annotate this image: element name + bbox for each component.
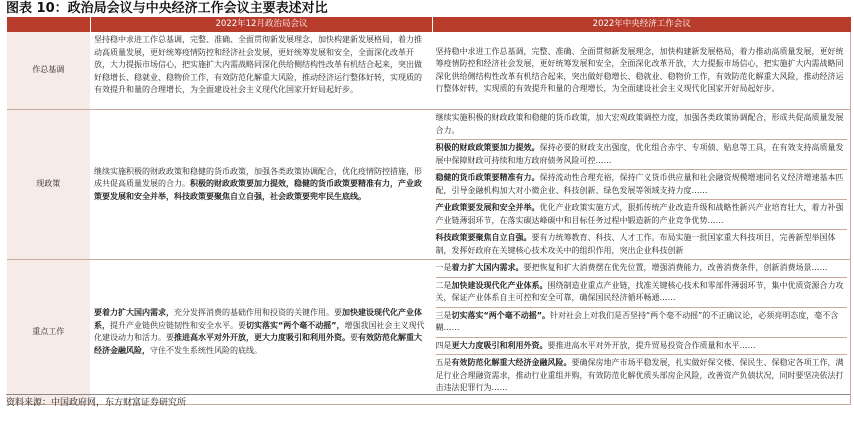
- bottom-divider: [6, 394, 850, 395]
- divider: [436, 199, 848, 200]
- divider: [436, 229, 848, 230]
- cell-text: 保持流动性合理充裕，保持广义货币供应量和社会融资规模增速同名义经济增速基本匹配，引导金融机构加大对小微企业、科技创新、绿色发展等领域支持力度……: [435, 173, 844, 195]
- cell-text: 要推进高水平对外开放，提升贸易投资合作质量和水平……: [547, 340, 756, 350]
- cell-text-bold: 着力扩大国内需求。: [451, 263, 524, 272]
- cell-text-bold: 有效防范化解重大经济金融风险，: [94, 333, 422, 355]
- table-row: [7, 260, 851, 405]
- cell-text-bold: 积极的财政政策要加力提效，稳健的货币政策要精准有力，产业政策要发展和安全并举，科技政策要聚焦自立自强，社会政策要兜牢民生底线。: [94, 179, 422, 201]
- header-label-col: [7, 17, 91, 32]
- divider: [436, 169, 848, 170]
- cell-text: 优化产业政策实施方式，狠抓传统产业改造升级和战略性新兴产业培育壮大，着力补强产业链薄弱环节，在落实碳达峰碳中和目标任务过程中锻造新的产业竞争优势……: [435, 203, 844, 225]
- divider: [436, 307, 848, 308]
- cell-text: 坚持稳中求进工作总基调，完整、准确、全面贯彻新发展理念，加快构建新发展格局，着力推动高质量发展，更好统筹疫情防控和经济社会发展，更好统筹发展和安全，全面深化改革开放，大力提振市场信心，把实施扩大内需战略同深化供给侧结构性改革有机结合起来，突出做好稳增长、稳就业、稳物价工作，有效防范化解重大风险，推动经济运行整体好转，实现质的有效提升和量的合理增长，为全面建设社会主义现代化国家开好局起好步。: [435, 46, 844, 93]
- cell-text-bold: 积极的财政政策要加力提效。: [435, 143, 540, 152]
- cell-text: 增强我国社会主义现代化建设动力和活力。要: [94, 320, 425, 342]
- cell-text-bold: 切实落实“两个毫不动摇”，: [246, 320, 345, 330]
- cell-text-bold: 切实落实“两个毫不动摇”。: [451, 310, 551, 320]
- header-politburo: 2022年12月政治局会议: [91, 17, 433, 32]
- cell-text-bold: 加快建设现代化产业体系。: [451, 280, 548, 290]
- source-note: 资料来源：中国政府网，东方财富证券研究所: [6, 398, 187, 408]
- politburo-cell: [91, 110, 433, 260]
- cell-text-bold: 加快建设现代化产业体系，: [94, 308, 422, 330]
- cell-text-bold: 要着力扩大国内需求，: [94, 308, 174, 317]
- cell-text: 继续实施积极的财政政策和稳健的货币政策，加强各类政策协调配合，优化疫情防控措施，形成共促高质量发展的合力。: [94, 166, 422, 189]
- cell-text: 要: [350, 333, 358, 342]
- politburo-cell: [91, 260, 433, 405]
- cell-text: 针对社会上对我们是否坚持“两个毫不动摇”的不正确议论，必须亮明态度，毫不含糊……: [435, 310, 839, 332]
- cell-text-bold: 稳健的货币政策要精准有力。: [435, 173, 540, 182]
- cell-text: 提升产业链供应链韧性和安全水平。要: [110, 320, 246, 330]
- cell-text: 保持必要的财政支出强度，优化组合赤字、专项债、贴息等工具，在有效支持高质量发展中保障财政可持续和地方政府债务风险可控……: [435, 143, 844, 165]
- header-cewc: 2022年中央经济工作会议: [433, 17, 851, 32]
- cell-text: 四是: [435, 340, 452, 350]
- row-label: 作总基调: [7, 32, 91, 110]
- cell-text: 继续实施积极的财政政策和稳健的货币政策，加大宏观政策调控力度，加强各类政策协调配合，形成共促高质量发展合力。: [435, 113, 844, 135]
- cell-text: 守住不发生系统性风险的底线。: [150, 345, 262, 355]
- cell-text: 坚持稳中求进工作总基调，完整、准确、全面贯彻新发展理念，加快构建新发展格局，着力推动高质量发展，更好统筹疫情防控和经济社会发展，更好统筹发展和安全，全面深化改革开放，大力提振市场信心，把实施扩大内需战略同深化供给侧结构性改革有机结合起来，突出做好稳增长、稳就业、稳物价工作，有效防范化解重大风险，推动经济运行整体好转，实现质的有效提升和量的合理增长，为全面建设社会主义现代化国家开好局起好步。: [94, 35, 422, 94]
- politburo-cell: [91, 32, 433, 110]
- cell-text-bold: 有效防范化解重大经济金融风险。: [451, 358, 572, 367]
- divider: [436, 139, 848, 140]
- cell-text: 一是: [435, 263, 452, 272]
- cell-text: 充分发挥消费的基础作用和投资的关键作用。要: [174, 308, 342, 317]
- cell-text-bold: 科技政策要聚焦自立自强。: [435, 233, 532, 242]
- row-label: 现政策: [7, 110, 91, 260]
- cell-text-bold: 推进高水平对外开放，更大力度吸引和利用外资。: [174, 333, 350, 342]
- divider: [436, 337, 848, 338]
- divider: [436, 277, 848, 278]
- cewc-cell: [433, 260, 851, 405]
- cell-text: 三是: [435, 310, 452, 320]
- cell-text: 要确保房地产市场平稳发展，扎实做好保交楼、保民生、保稳定各项工作，满足行业合理融资需求，推动行业重组并购，有效防范化解优质头部房企风险，改善资产负债状况，同时要坚决依法打击违法犯罪行为……: [435, 358, 844, 392]
- table-header-row: [7, 17, 851, 32]
- table-row: [7, 110, 851, 260]
- cell-text: 围绕制造业重点产业链，找准关键核心技术和零部件薄弱环节，集中优质资源合力攻关，保证产业体系自主可控和安全可靠，确保国民经济循环畅通……: [435, 280, 844, 302]
- cell-text: 要把恢复和扩大消费摆在优先位置，增强消费能力，改善消费条件，创新消费场景……: [523, 263, 828, 272]
- comparison-table: [6, 17, 851, 405]
- cell-text-bold: 更大力度吸引和利用外资。: [451, 340, 548, 350]
- cell-text: 五是: [435, 358, 452, 367]
- cewc-cell: [433, 110, 851, 260]
- cell-text: 二是: [435, 280, 452, 290]
- table-row: [7, 32, 851, 110]
- divider: [436, 354, 848, 355]
- cell-text: 要有力统筹教育、科技、人才工作。布局实施一批国家重大科技项目，完善新型举国体制，发挥好政府在关键核心技术攻关中的组织作用，突出企业科技创新: [435, 233, 836, 255]
- cewc-cell: [433, 32, 851, 110]
- row-label: 重点工作: [7, 260, 91, 405]
- cell-text-bold: 产业政策要发展和安全并举。: [435, 203, 540, 212]
- figure-title: 图表 10：政治局会议与中央经济工作会议主要表述对比: [6, 1, 328, 16]
